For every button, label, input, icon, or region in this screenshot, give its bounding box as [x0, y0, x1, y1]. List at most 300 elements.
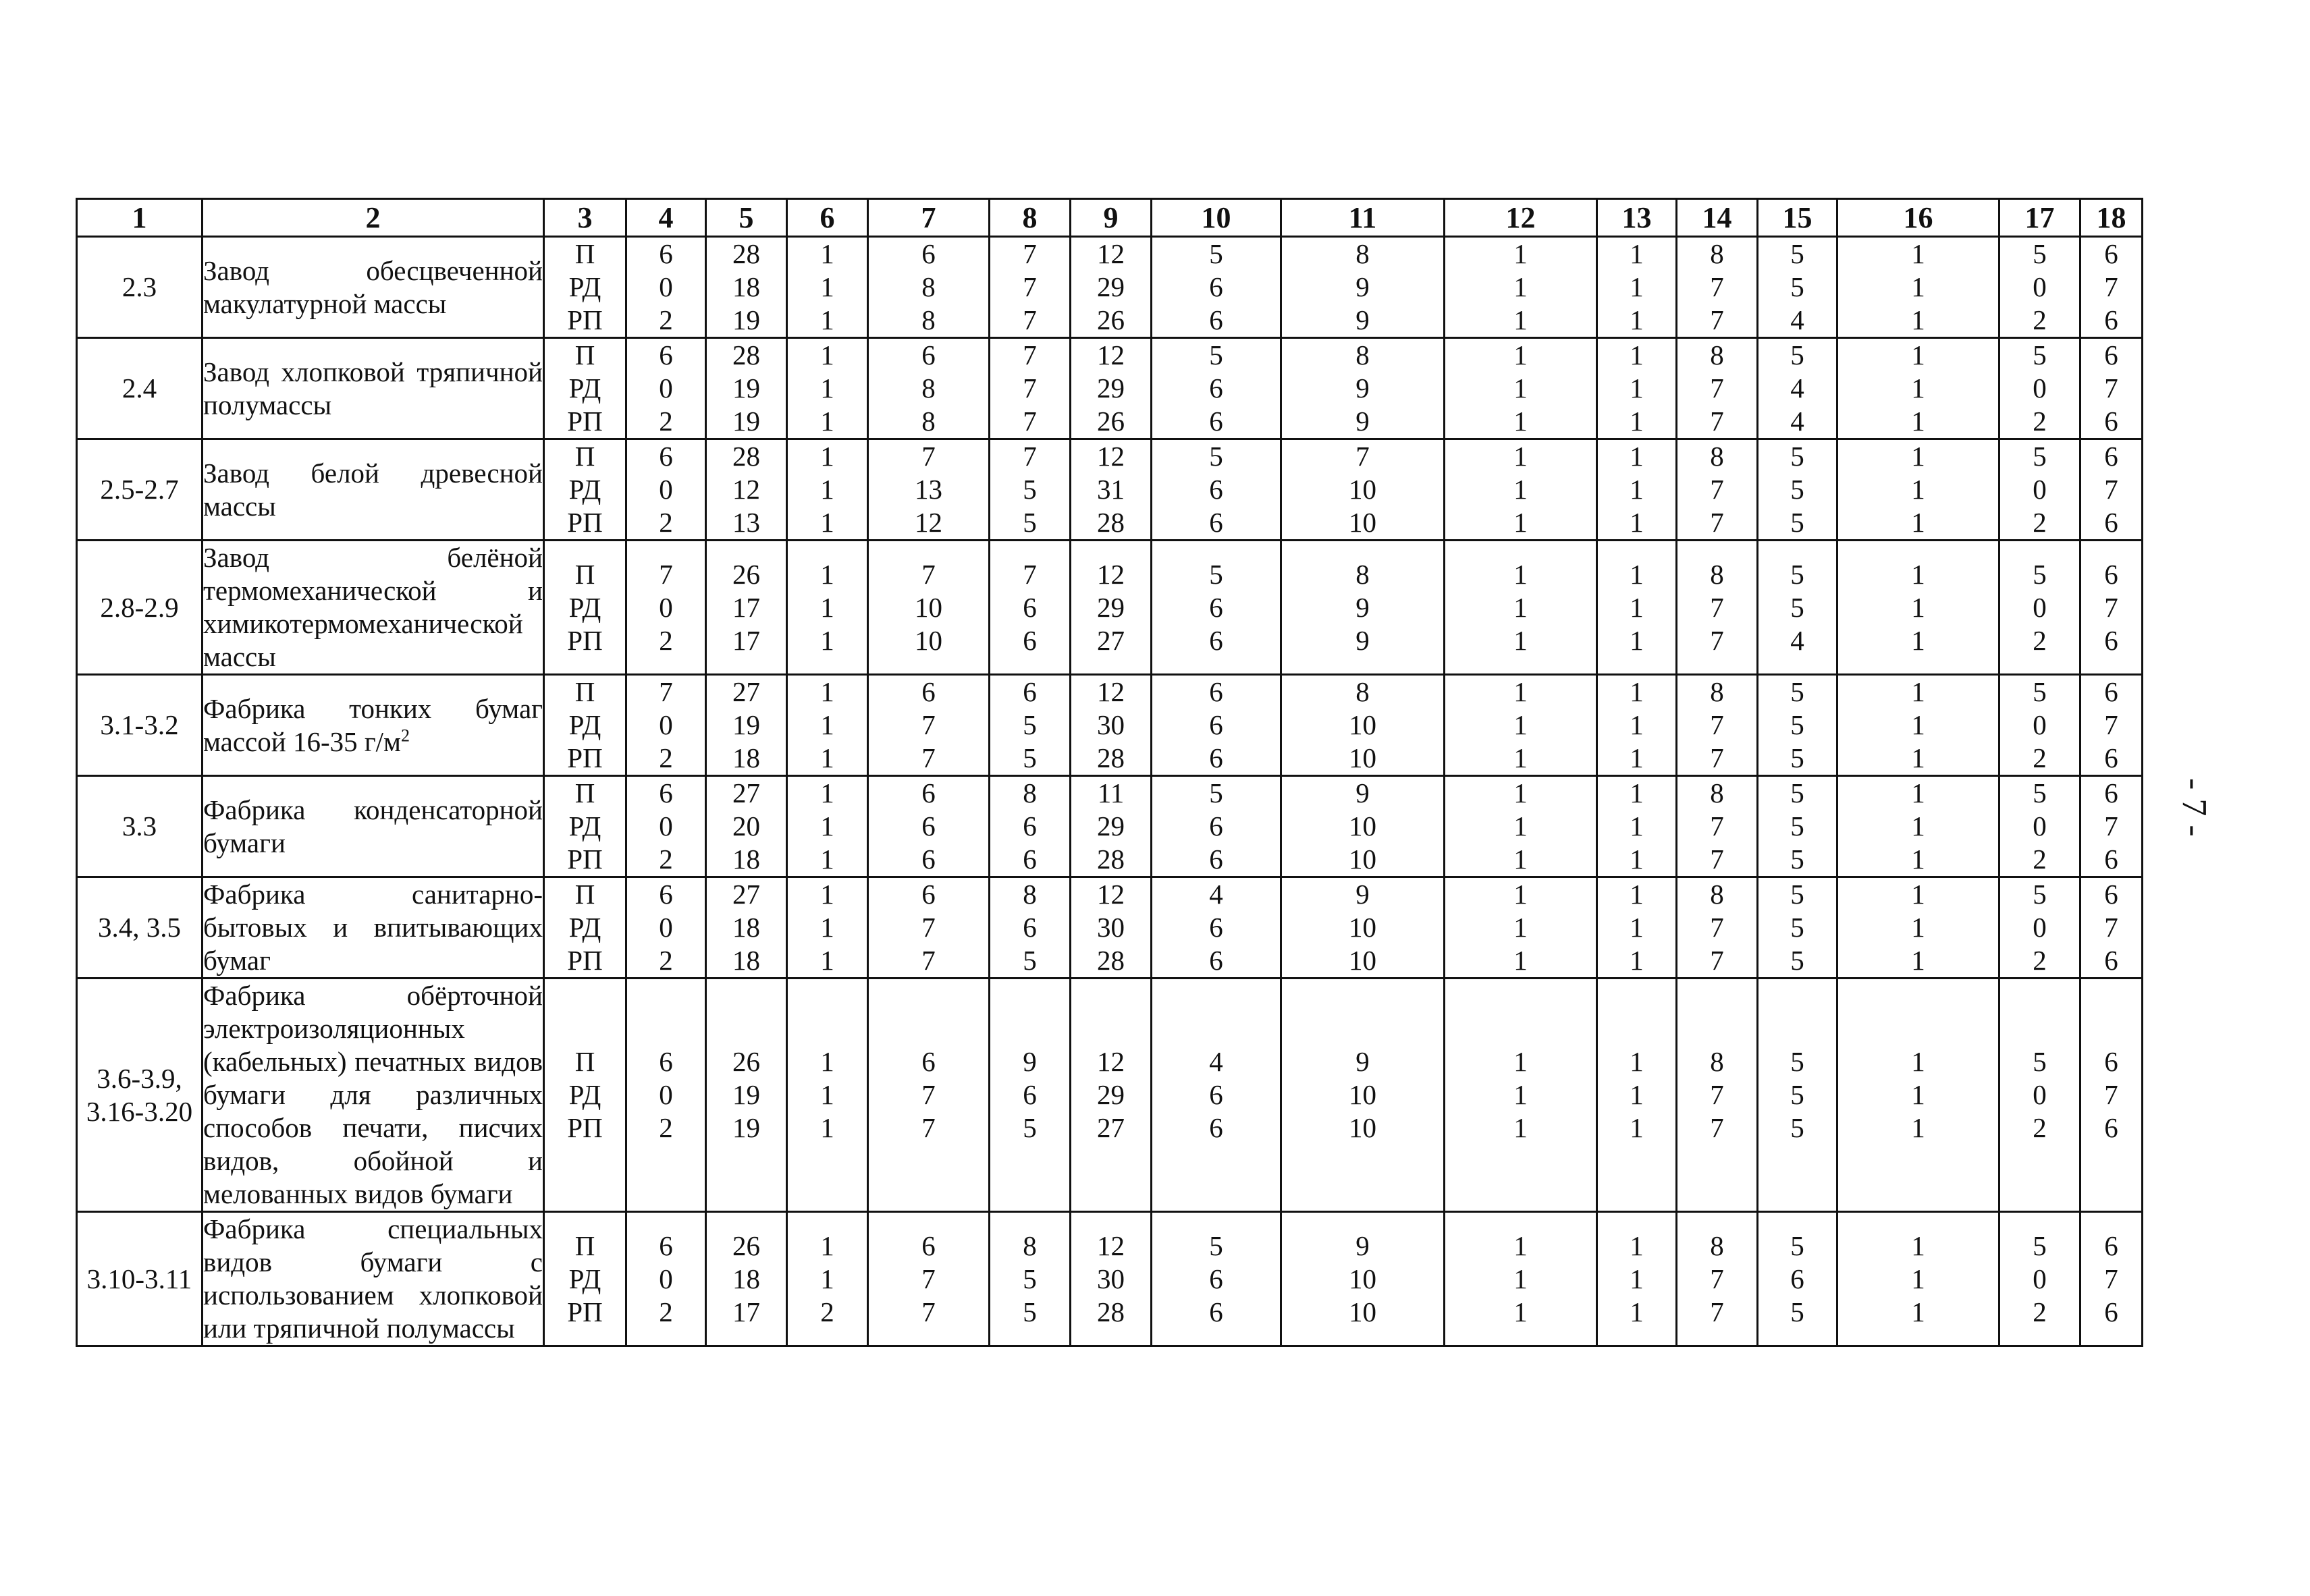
value-cell-col-16	[1837, 338, 1999, 439]
value: 1	[1513, 624, 1528, 656]
value: 0	[2033, 373, 2047, 404]
value: 0	[2033, 591, 2047, 623]
facility-name	[203, 877, 544, 979]
table-row	[77, 439, 2143, 541]
data-table	[76, 198, 2143, 1347]
value-cell-col-11	[1281, 541, 1445, 675]
value: 5	[2033, 777, 2047, 808]
column-header-9: 9	[1071, 199, 1152, 237]
type-label: РП	[567, 844, 603, 875]
value-cell-col-11	[1281, 338, 1445, 439]
value: 1	[1911, 591, 1925, 623]
value: 1	[1911, 709, 1925, 740]
value: 10	[1349, 1263, 1376, 1294]
value: 4	[1209, 879, 1223, 910]
table-row	[77, 338, 2143, 439]
value: 7	[2104, 1263, 2118, 1294]
value: 4	[1790, 406, 1804, 437]
value: 5	[1023, 474, 1037, 505]
value-cell-col-18	[2080, 1212, 2143, 1346]
value: 1	[1911, 912, 1925, 943]
value: 17	[732, 1296, 760, 1327]
value-cell-col-4	[626, 338, 706, 439]
column-header-15: 15	[1758, 199, 1837, 237]
value: 1	[1513, 912, 1528, 943]
value: 1	[1513, 1046, 1528, 1077]
value: 9	[1355, 624, 1370, 656]
value: 1	[820, 777, 834, 808]
value: 8	[1710, 879, 1724, 910]
type-cell	[544, 877, 626, 979]
facility-name	[203, 776, 544, 877]
value: 6	[1023, 624, 1037, 656]
value-cell-col-9	[1071, 237, 1152, 338]
value: 29	[1097, 373, 1125, 404]
value: 7	[921, 1079, 936, 1110]
value: 6	[1209, 676, 1223, 707]
value-cell-col-4	[626, 776, 706, 877]
value: 1	[820, 810, 834, 842]
value: 6	[1023, 676, 1037, 707]
value: 8	[1355, 676, 1370, 707]
value-cell-col-9	[1071, 338, 1152, 439]
facility-name-text: Завод хлопковой тряпичной полумассы	[203, 356, 543, 420]
facility-name	[203, 1212, 544, 1346]
value: 28	[1097, 507, 1125, 538]
value-cell-col-16	[1837, 675, 1999, 776]
value-cell-col-13	[1597, 338, 1677, 439]
value: 1	[1630, 507, 1644, 538]
value: 5	[1023, 507, 1037, 538]
value: 10	[1349, 945, 1376, 976]
value-cell-col-12	[1445, 439, 1597, 541]
value: 11	[1097, 777, 1125, 808]
value: 6	[1209, 810, 1223, 842]
value-cell-col-5	[706, 675, 787, 776]
value: 5	[1790, 742, 1804, 773]
value: 13	[732, 507, 760, 538]
value: 6	[1209, 1296, 1223, 1327]
column-header-10: 10	[1152, 199, 1281, 237]
value: 7	[1023, 271, 1037, 302]
value: 6	[921, 810, 936, 842]
value: 6	[1790, 1263, 1804, 1294]
value: 10	[915, 624, 942, 656]
value: 7	[1710, 624, 1724, 656]
value: 7	[1023, 238, 1037, 269]
value: 5	[2033, 339, 2047, 370]
value-cell-col-16	[1837, 776, 1999, 877]
value: 4	[1790, 304, 1804, 335]
value: 6	[659, 1046, 673, 1077]
value: 6	[2104, 624, 2118, 656]
value: 1	[820, 1079, 834, 1110]
facility-name	[203, 979, 544, 1212]
value: 5	[2033, 1230, 2047, 1261]
value: 1	[820, 676, 834, 707]
type-cell	[544, 237, 626, 338]
value: 6	[1023, 591, 1037, 623]
value-cell-col-11	[1281, 439, 1445, 541]
value: 1	[820, 507, 834, 538]
column-header-18: 18	[2080, 199, 2143, 237]
value-cell-col-13	[1597, 237, 1677, 338]
value: 7	[1710, 406, 1724, 437]
value: 1	[1513, 879, 1528, 910]
value: 7	[921, 558, 936, 590]
value-cell-col-14	[1677, 237, 1758, 338]
value-cell-col-6	[787, 979, 868, 1212]
value: 10	[1349, 709, 1376, 740]
value: 6	[1209, 624, 1223, 656]
value: 5	[2033, 676, 2047, 707]
value: 6	[2104, 1230, 2118, 1261]
value-cell-col-18	[2080, 776, 2143, 877]
value-cell-col-7	[868, 237, 990, 338]
value: 6	[2104, 844, 2118, 875]
value: 31	[1097, 474, 1125, 505]
value: 6	[1209, 844, 1223, 875]
value: 1	[820, 474, 834, 505]
value: 1	[1911, 339, 1925, 370]
value: 7	[1023, 304, 1037, 335]
type-label: П	[574, 238, 595, 269]
value: 5	[1790, 1046, 1804, 1077]
value: 7	[2104, 373, 2118, 404]
value-cell-col-14	[1677, 776, 1758, 877]
value: 7	[1710, 474, 1724, 505]
value: 29	[1097, 591, 1125, 623]
value: 7	[1710, 373, 1724, 404]
value-cell-col-15	[1758, 776, 1837, 877]
value: 5	[2033, 238, 2047, 269]
value: 8	[1710, 238, 1724, 269]
value: 1	[1513, 406, 1528, 437]
type-label: РД	[568, 474, 601, 505]
value: 4	[1790, 373, 1804, 404]
value-cell-col-7	[868, 776, 990, 877]
value: 12	[1097, 558, 1125, 590]
value: 6	[2104, 1046, 2118, 1077]
value-cell-col-18	[2080, 439, 2143, 541]
value: 1	[1513, 507, 1528, 538]
value: 26	[1097, 406, 1125, 437]
value: 4	[1790, 624, 1804, 656]
value: 1	[1911, 474, 1925, 505]
value: 7	[2104, 591, 2118, 623]
value-cell-col-7	[868, 541, 990, 675]
value: 6	[659, 1230, 673, 1261]
value: 6	[1209, 304, 1223, 335]
value: 1	[1630, 1296, 1644, 1327]
type-label: РП	[567, 624, 603, 656]
value: 7	[921, 709, 936, 740]
value: 2	[659, 406, 673, 437]
value: 6	[2104, 676, 2118, 707]
value-cell-col-12	[1445, 541, 1597, 675]
facility-name-text: Фабрика обёрточной электроизоляционных (кабельных) печатных видов бумаги для различных способов печати, писчих видов, обойной и мелованных видов бумаги	[203, 980, 543, 1209]
type-cell	[544, 979, 626, 1212]
value-cell-col-12	[1445, 979, 1597, 1212]
value: 7	[1710, 709, 1724, 740]
value: 30	[1097, 912, 1125, 943]
value-cell-col-15	[1758, 1212, 1837, 1346]
value: 6	[1209, 1079, 1223, 1110]
value: 1	[1911, 1079, 1925, 1110]
value: 0	[659, 271, 673, 302]
type-label: РД	[568, 1263, 601, 1294]
value: 1	[1630, 945, 1644, 976]
value: 5	[1209, 558, 1223, 590]
value: 1	[1630, 558, 1644, 590]
value: 2	[2033, 1112, 2047, 1143]
value: 9	[1355, 879, 1370, 910]
value-cell-col-15	[1758, 439, 1837, 541]
value: 6	[2104, 339, 2118, 370]
value: 2	[2033, 507, 2047, 538]
value: 1	[1911, 507, 1925, 538]
facility-name-text: Фабрика специальных видов бумаги с использованием хлопковой или тряпичной полумассы	[203, 1213, 543, 1344]
value: 10	[1349, 1079, 1376, 1110]
value-cell-col-8	[990, 541, 1071, 675]
section-code: 2.5-2.7	[77, 439, 203, 541]
value: 6	[1209, 406, 1223, 437]
value-cell-col-10	[1152, 1212, 1281, 1346]
value-cell-col-18	[2080, 237, 2143, 338]
value: 5	[1209, 441, 1223, 472]
value: 5	[1790, 879, 1804, 910]
value: 5	[1023, 1263, 1037, 1294]
column-header-1: 1	[77, 199, 203, 237]
value: 26	[732, 1046, 760, 1077]
value-cell-col-11	[1281, 237, 1445, 338]
value: 1	[820, 373, 834, 404]
value: 18	[732, 742, 760, 773]
value: 6	[921, 238, 936, 269]
value: 9	[1355, 271, 1370, 302]
value-cell-col-7	[868, 338, 990, 439]
value-cell-col-8	[990, 1212, 1071, 1346]
value: 1	[1630, 441, 1644, 472]
value-cell-col-10	[1152, 237, 1281, 338]
value: 1	[1911, 624, 1925, 656]
value: 0	[659, 591, 673, 623]
value: 7	[921, 1112, 936, 1143]
value-cell-col-15	[1758, 338, 1837, 439]
table-body	[77, 237, 2143, 1346]
value: 27	[732, 777, 760, 808]
value: 18	[732, 945, 760, 976]
value: 1	[1513, 1079, 1528, 1110]
value: 1	[1911, 1296, 1925, 1327]
value: 5	[1790, 1112, 1804, 1143]
value: 27	[1097, 624, 1125, 656]
value: 6	[1209, 474, 1223, 505]
value: 8	[1355, 558, 1370, 590]
value-cell-col-16	[1837, 439, 1999, 541]
header-row	[77, 199, 2143, 237]
value: 0	[659, 1263, 673, 1294]
value-cell-col-10	[1152, 338, 1281, 439]
value: 1	[1513, 474, 1528, 505]
value: 7	[2104, 810, 2118, 842]
value: 6	[2104, 777, 2118, 808]
column-header-2: 2	[203, 199, 544, 237]
value: 1	[1630, 1079, 1644, 1110]
value: 26	[732, 558, 760, 590]
value: 27	[732, 676, 760, 707]
facility-name	[203, 439, 544, 541]
value: 27	[1097, 1112, 1125, 1143]
value: 19	[732, 304, 760, 335]
value: 8	[1023, 777, 1037, 808]
value: 1	[820, 709, 834, 740]
value-cell-col-6	[787, 877, 868, 979]
value: 2	[2033, 304, 2047, 335]
value: 19	[732, 406, 760, 437]
value: 18	[732, 912, 760, 943]
value: 2	[2033, 742, 2047, 773]
value: 5	[2033, 879, 2047, 910]
value: 7	[1710, 271, 1724, 302]
value: 6	[1209, 373, 1223, 404]
value-cell-col-17	[1999, 439, 2080, 541]
value-cell-col-13	[1597, 675, 1677, 776]
value: 6	[2104, 304, 2118, 335]
value: 6	[921, 1046, 936, 1077]
value: 1	[820, 844, 834, 875]
type-label: РД	[568, 271, 601, 302]
value-cell-col-18	[2080, 338, 2143, 439]
value-cell-col-14	[1677, 439, 1758, 541]
value: 6	[2104, 1296, 2118, 1327]
value: 5	[1023, 945, 1037, 976]
value: 12	[732, 474, 760, 505]
value-cell-col-12	[1445, 1212, 1597, 1346]
value-cell-col-6	[787, 675, 868, 776]
value: 0	[2033, 709, 2047, 740]
value: 6	[1209, 709, 1223, 740]
column-header-8: 8	[990, 199, 1071, 237]
type-label: РП	[567, 304, 603, 335]
value: 8	[1023, 879, 1037, 910]
value: 5	[1790, 339, 1804, 370]
value: 1	[820, 1230, 834, 1261]
value: 6	[2104, 507, 2118, 538]
value: 0	[659, 912, 673, 943]
value: 26	[1097, 304, 1125, 335]
value: 8	[1710, 558, 1724, 590]
value: 10	[1349, 474, 1376, 505]
value: 1	[1630, 238, 1644, 269]
value: 5	[2033, 441, 2047, 472]
section-code: 2.4	[77, 338, 203, 439]
value: 7	[1355, 441, 1370, 472]
value: 6	[921, 1230, 936, 1261]
value: 6	[1023, 844, 1037, 875]
value: 7	[1710, 1296, 1724, 1327]
type-label: РД	[568, 912, 601, 943]
value: 1	[1630, 912, 1644, 943]
facility-name	[203, 237, 544, 338]
value-cell-col-9	[1071, 776, 1152, 877]
value: 8	[1023, 1230, 1037, 1261]
value: 12	[915, 507, 942, 538]
value: 10	[1349, 1112, 1376, 1143]
value: 5	[1790, 945, 1804, 976]
type-cell	[544, 675, 626, 776]
value: 8	[1710, 339, 1724, 370]
value: 6	[1209, 591, 1223, 623]
value: 6	[2104, 945, 2118, 976]
value-cell-col-7	[868, 877, 990, 979]
value-cell-col-6	[787, 237, 868, 338]
value: 8	[921, 304, 936, 335]
value: 18	[732, 271, 760, 302]
value-cell-col-16	[1837, 237, 1999, 338]
value: 2	[659, 844, 673, 875]
value-cell-col-4	[626, 237, 706, 338]
value: 7	[921, 1296, 936, 1327]
value: 1	[1630, 624, 1644, 656]
value: 6	[1023, 912, 1037, 943]
column-header-5: 5	[706, 199, 787, 237]
value: 6	[1209, 507, 1223, 538]
value: 9	[1355, 373, 1370, 404]
value: 28	[732, 441, 760, 472]
value: 7	[1710, 742, 1724, 773]
value: 1	[1911, 945, 1925, 976]
value: 5	[1209, 238, 1223, 269]
facility-name	[203, 541, 544, 675]
value-cell-col-4	[626, 439, 706, 541]
value-cell-col-17	[1999, 979, 2080, 1212]
value-cell-col-9	[1071, 1212, 1152, 1346]
section-code: 3.10-3.11	[77, 1212, 203, 1346]
value: 1	[1513, 441, 1528, 472]
value-cell-col-7	[868, 675, 990, 776]
value: 5	[1023, 1112, 1037, 1143]
value: 5	[1209, 339, 1223, 370]
value: 2	[659, 624, 673, 656]
value: 2	[2033, 1296, 2047, 1327]
value: 1	[1513, 373, 1528, 404]
value: 7	[1710, 945, 1724, 976]
column-header-17: 17	[1999, 199, 2080, 237]
value: 5	[1790, 912, 1804, 943]
value: 1	[1513, 1230, 1528, 1261]
value: 1	[1630, 406, 1644, 437]
value: 7	[1710, 591, 1724, 623]
value: 5	[1023, 1296, 1037, 1327]
value-cell-col-8	[990, 237, 1071, 338]
value: 1	[1513, 945, 1528, 976]
value-cell-col-15	[1758, 237, 1837, 338]
value: 28	[1097, 1296, 1125, 1327]
value-cell-col-5	[706, 877, 787, 979]
value-cell-col-10	[1152, 877, 1281, 979]
value: 10	[1349, 507, 1376, 538]
value-cell-col-13	[1597, 877, 1677, 979]
value: 1	[820, 1112, 834, 1143]
value: 7	[921, 1263, 936, 1294]
value: 6	[1209, 742, 1223, 773]
type-cell	[544, 439, 626, 541]
value-cell-col-5	[706, 541, 787, 675]
value-cell-col-10	[1152, 979, 1281, 1212]
value: 1	[1630, 1046, 1644, 1077]
value: 1	[1911, 676, 1925, 707]
